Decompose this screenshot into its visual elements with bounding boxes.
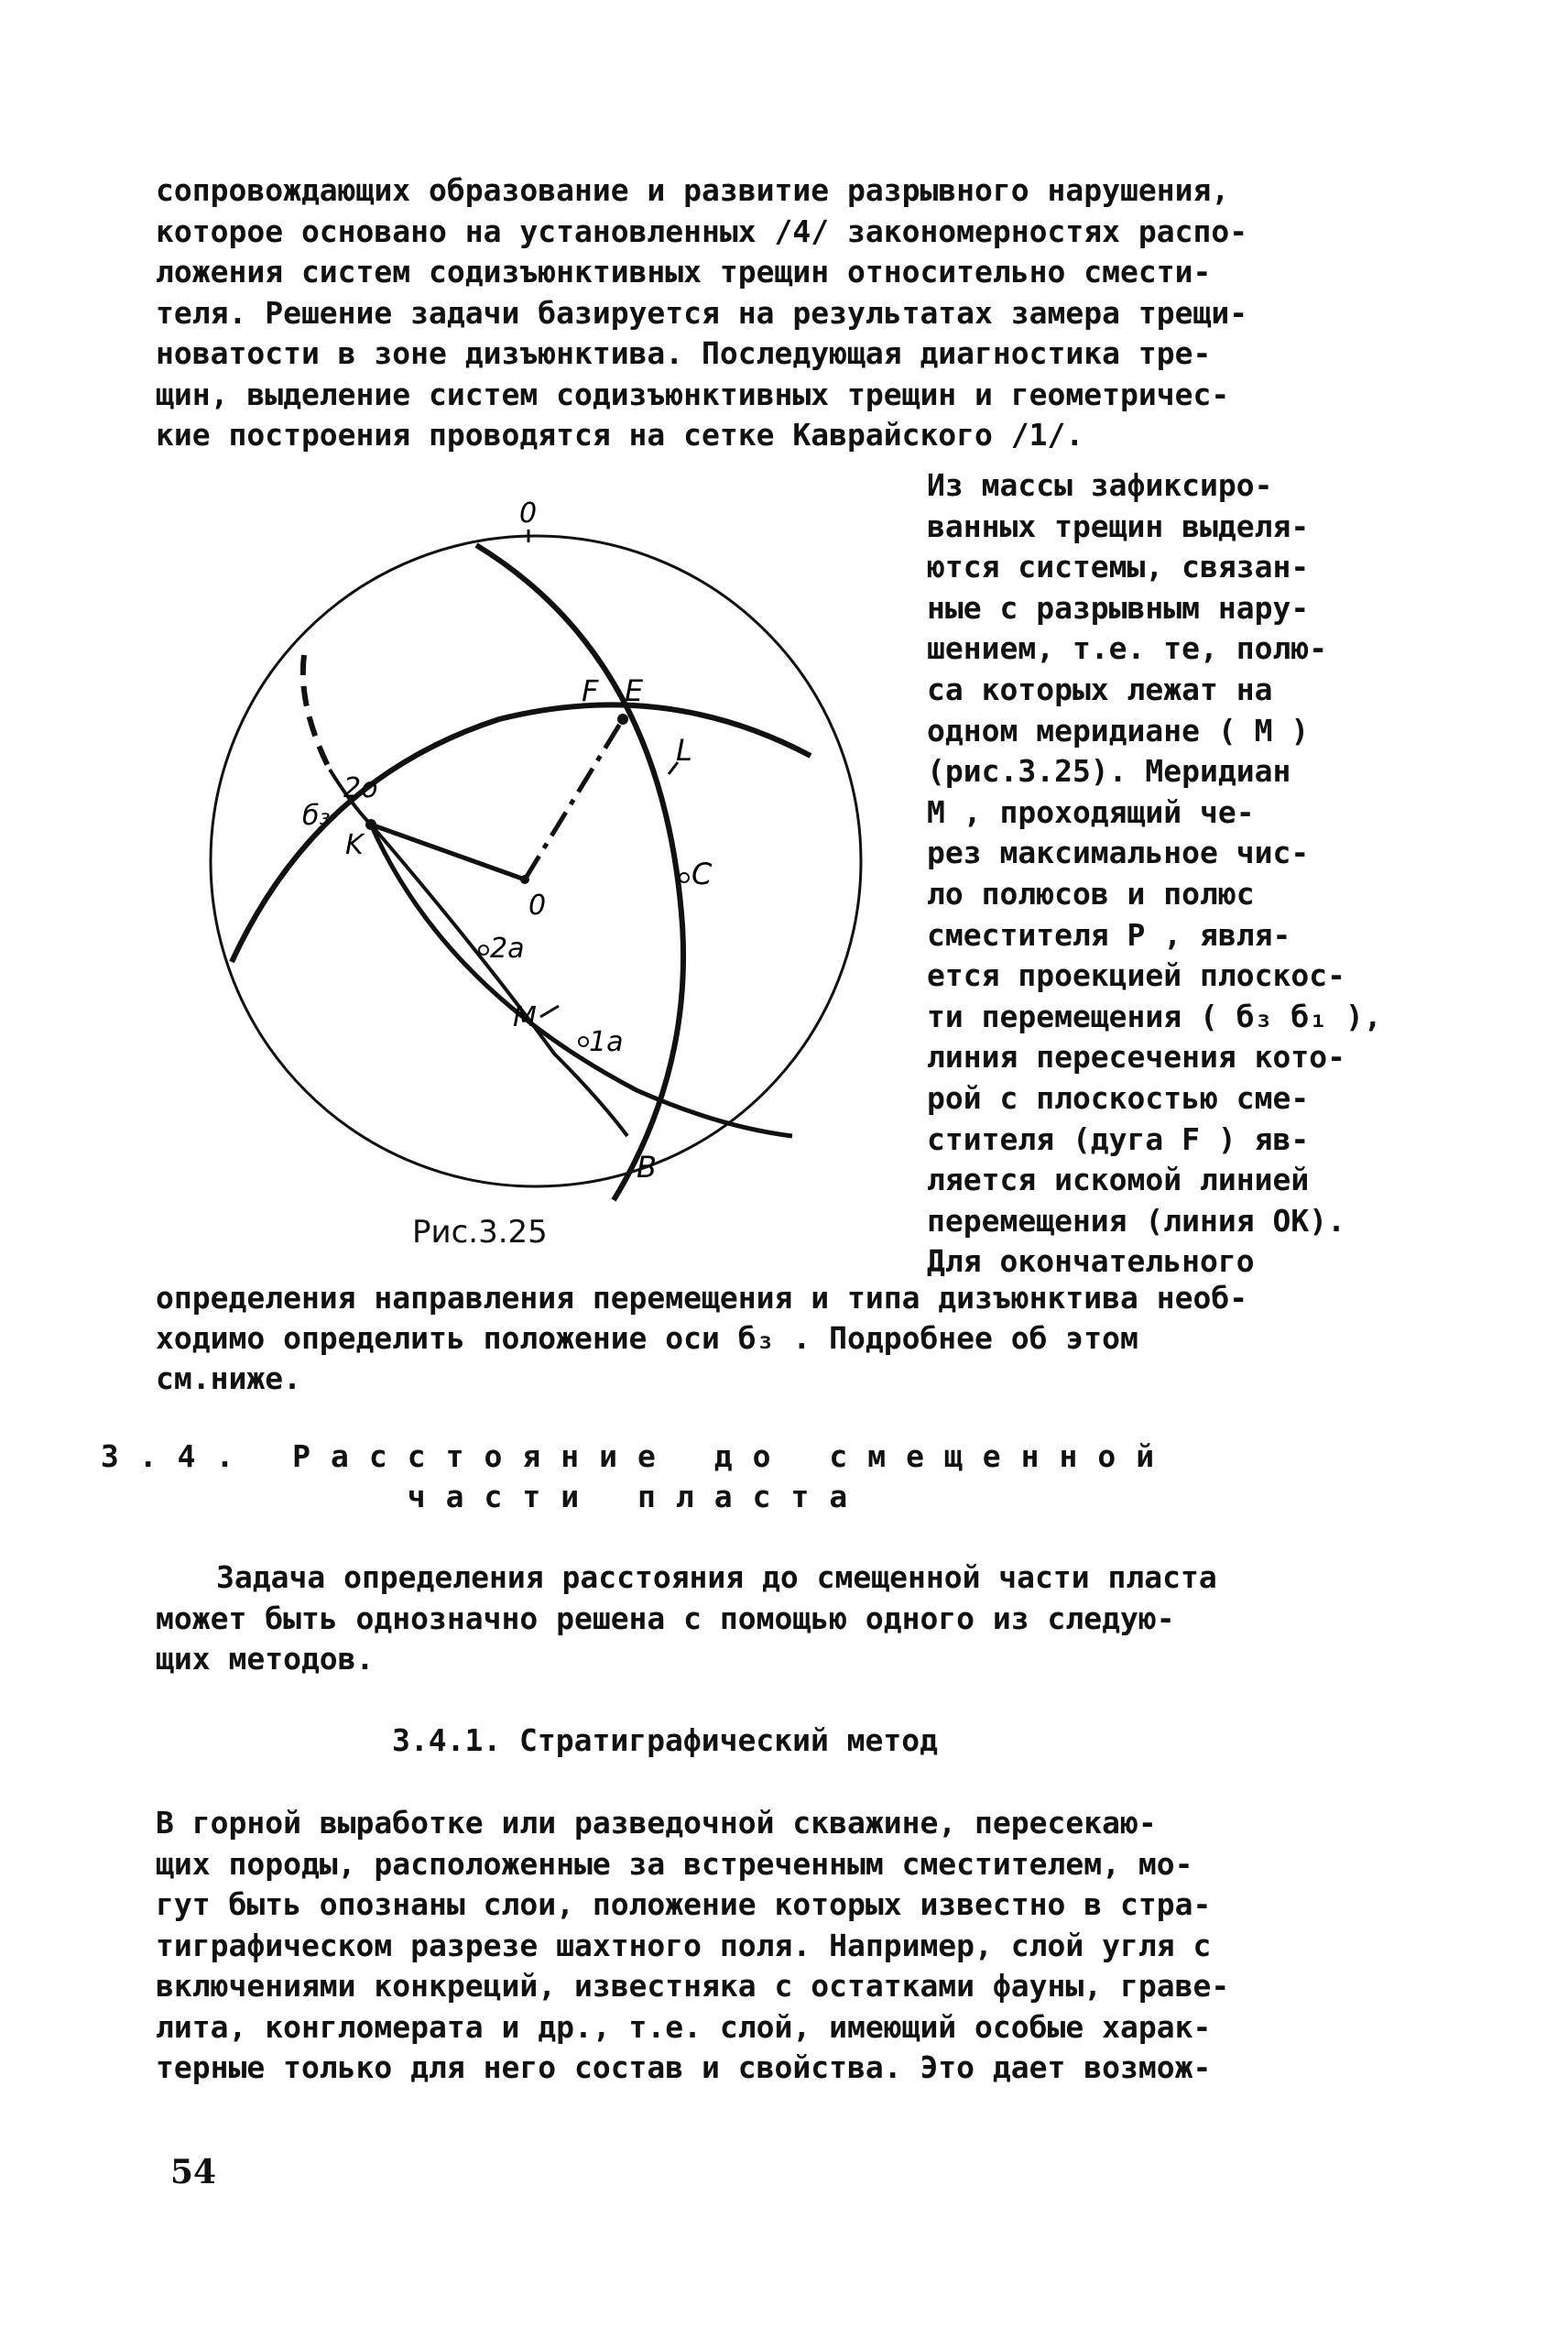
text-line: ходимо определить положение оси б₃ . Подробнее об этом xyxy=(156,1320,1138,1356)
text-line: кие построения проводятся на сетке Каврайского /1/. xyxy=(156,417,1084,453)
text-line: определения направления перемещения и типа дизъюнктива необ- xyxy=(156,1280,1248,1316)
text-line: Из массы зафиксиро- xyxy=(927,467,1273,503)
text-line: ти перемещения ( б₃ б₁ ), xyxy=(927,998,1382,1034)
text-line: ется проекцией плоскос- xyxy=(927,957,1345,994)
text-line: ванных трещин выделя- xyxy=(927,508,1310,544)
after-figure-paragraph xyxy=(156,1278,1247,1399)
section-title-line-1: 3.4. Расстояние до смещенной xyxy=(100,1438,1175,1474)
text-line: щих методов. xyxy=(156,1641,375,1677)
subsection-title: 3.4.1. Стратиграфический метод xyxy=(391,1722,939,1758)
text-line: может быть однозначно решена с помощью одного из следую- xyxy=(156,1600,1175,1636)
arc-lower xyxy=(371,825,792,1136)
text-line: ются системы, связан- xyxy=(927,549,1310,585)
text-line: рой с плоскостью сме- xyxy=(927,1079,1310,1116)
stereonet-figure xyxy=(206,476,920,1209)
text-line: которое основано на установленных /4/ закономерностях распо- xyxy=(156,213,1248,249)
label-2o: 2о xyxy=(343,772,378,804)
side-paragraph xyxy=(927,465,1382,1283)
point-e xyxy=(617,714,628,725)
label-m: M xyxy=(513,1001,537,1033)
text-line: гут быть опознаны слои, положение которых известно в стра- xyxy=(156,1886,1212,1922)
paragraph-3-4-1 xyxy=(156,1803,1229,2089)
label-2a: 2а xyxy=(490,933,525,965)
figure-caption: Рис.3.25 xyxy=(412,1214,548,1251)
text-line: Задача определения расстояния до смещенной части пласта xyxy=(216,1559,1217,1595)
text-line: сместителя Р , явля- xyxy=(927,916,1291,953)
text-line: одном меридиане ( М ) xyxy=(927,712,1310,748)
arc-dashed xyxy=(303,655,330,770)
arc-ke xyxy=(232,705,811,962)
text-line: (рис.3.25). Меридиан xyxy=(927,753,1291,790)
text-line: ные с разрывным нару- xyxy=(927,589,1310,626)
text-line: Для окончательного xyxy=(927,1243,1255,1280)
top-paragraph xyxy=(156,170,1247,456)
page-number: 54 xyxy=(170,2153,217,2191)
text-line: новатости в зоне дизъюнктива. Последующая диагностика тре- xyxy=(156,335,1212,371)
text-line: щин, выделение систем содизъюнктивных трещин и геометричес- xyxy=(156,376,1230,412)
text-line: перемещения (линия ОК). xyxy=(927,1202,1345,1239)
text-line: тиграфическом разрезе шахтного поля. Например, слой угля с xyxy=(156,1927,1212,1963)
text-line: терные только для него состав и свойства. Это дает возмож- xyxy=(156,2049,1212,2085)
point-center xyxy=(520,875,529,884)
text-line: шением, т.е. те, полю- xyxy=(927,630,1328,667)
point-c xyxy=(680,873,689,882)
label-1a: 1а xyxy=(589,1026,624,1058)
label-top-zero: 0 xyxy=(519,497,538,530)
text-line: щих породы, расположенные за встреченным сместителем, мо- xyxy=(156,1845,1193,1882)
m-tick xyxy=(540,1006,559,1017)
label-c: C xyxy=(691,857,713,891)
text-line: ло полюсов и полюс xyxy=(927,875,1255,912)
point-1a xyxy=(579,1037,588,1046)
label-f: F xyxy=(582,673,599,708)
label-l: L xyxy=(676,733,692,768)
text-line: В горной выработке или разведочной скважине, пересекаю- xyxy=(156,1805,1157,1841)
label-sigma3: б₃ xyxy=(302,800,331,832)
text-line: стителя (дуга F ) яв- xyxy=(927,1120,1310,1157)
label-k: K xyxy=(345,829,364,861)
text-line: линия пересечения кото- xyxy=(927,1039,1345,1076)
label-center-zero: 0 xyxy=(528,890,547,922)
point-k xyxy=(365,819,376,830)
text-line: теля. Решение задачи базируется на результатах замера трещи- xyxy=(156,294,1248,331)
text-line: М , проходящий че- xyxy=(927,793,1255,830)
text-line: са которых лежат на xyxy=(927,671,1273,707)
label-e: E xyxy=(625,673,644,708)
text-line: рез максимальное чис- xyxy=(927,835,1310,871)
text-line: включениями конкреций, известняка с остатками фауны, граве- xyxy=(156,1968,1230,2004)
text-line: см.ниже. xyxy=(156,1360,301,1396)
text-line: ложения систем содизъюнктивных трещин относительно смести- xyxy=(156,254,1212,290)
label-b: B xyxy=(637,1150,657,1185)
point-2a xyxy=(479,945,488,955)
line-oe xyxy=(525,719,623,879)
paragraph-3-4 xyxy=(156,1557,1217,1680)
section-title-line-2: части пласта xyxy=(407,1479,868,1514)
text-line: ляется искомой линией xyxy=(927,1162,1310,1198)
text-line: лита, конгломерата и др., т.е. слой, имеющий особые харак- xyxy=(156,2008,1212,2045)
text-line: сопровождающих образование и развитие разрывного нарушения, xyxy=(156,172,1230,208)
